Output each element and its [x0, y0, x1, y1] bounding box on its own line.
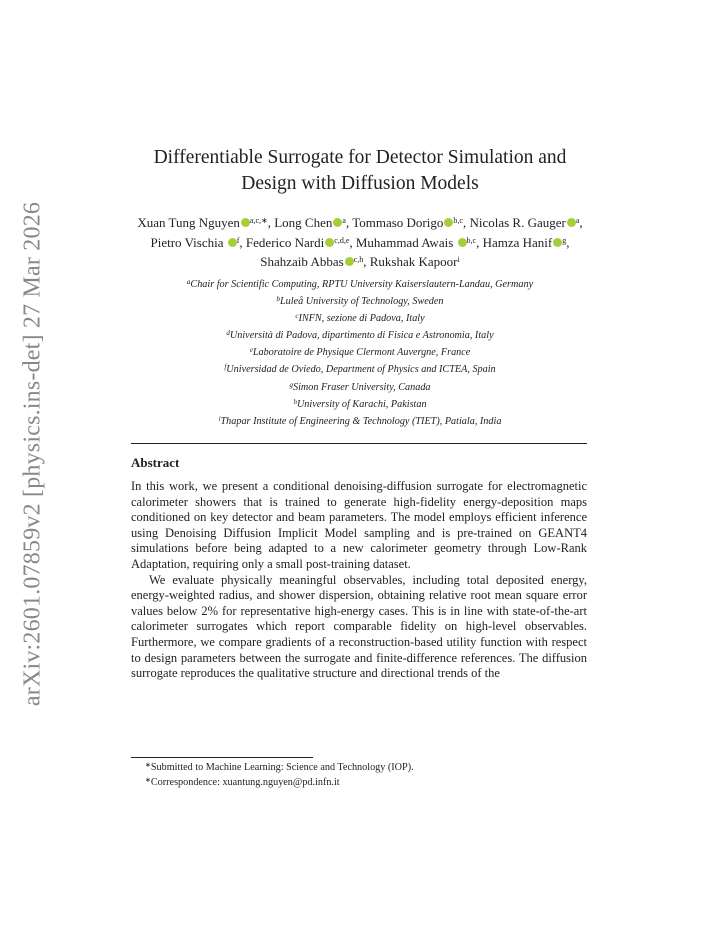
footnote-divider — [131, 757, 313, 758]
author-name: Shahzaib Abbas — [260, 254, 344, 269]
abstract-body — [131, 479, 587, 682]
affiliation-key: i — [218, 414, 221, 423]
footnote — [145, 776, 340, 788]
author-affil-mark: g — [562, 235, 567, 245]
affiliation-text: Universidad de Oviedo, Department of Physics and ICTEA, Spain — [226, 364, 496, 376]
author-affil-mark: a — [342, 216, 346, 225]
abstract-divider — [131, 443, 587, 444]
author-affil-mark: b,c — [466, 235, 477, 245]
orcid-icon[interactable] — [325, 238, 334, 247]
orcid-icon[interactable] — [458, 238, 467, 247]
abstract-heading: Abstract — [131, 455, 180, 470]
footnote-mark: ∗ — [145, 776, 151, 784]
title-line-2: Design with Diffusion Models — [241, 173, 479, 194]
arxiv-identifier: arXiv:2601.07859v2 [physics.ins-det] 27 Mar 2026 — [19, 201, 46, 707]
author-name: Nicolas R. Gauger — [469, 215, 566, 230]
affiliation-item — [120, 326, 600, 343]
affiliation-text: INFN, sezione di Padova, Italy — [298, 313, 425, 325]
orcid-icon[interactable] — [345, 257, 354, 266]
orcid-icon[interactable] — [553, 238, 562, 247]
paper-title — [120, 145, 600, 197]
abstract-paragraph: We evaluate physically meaningful observables, including total deposited energy, energy-weighted radius, and shower dispersion, obtaining relative root mean square error values below 2% for representative high-energy cases. This is in line with state-of-the-art calorimeter surrogates which report comparable fidelity on high-level observables. Furthermore, we compare gradients of a reconstruction-based utility function with respect to design parameters between the surrogate and finite-difference references. The diffusion surrogate reproduces the qualitative structure and directional trends of the — [131, 572, 587, 681]
author-name: Federico Nardi — [245, 234, 325, 250]
abstract-paragraph: In this work, we present a conditional denoising-diffusion surrogate for electromagnetic calorimeter showers that is trained to generate high-fidelity energy-deposition maps conditioned on key detector and beam parameters. The model employs efficient inference using Denoising Diffusion Implicit Model sampling and is pre-trained on GEANT4 simulations before being adapted to a new calorimeter geometry through Low-Rank Adaptation, requiring only a small post-training dataset. — [131, 479, 587, 571]
affiliation-item — [120, 378, 600, 395]
author-affil-mark: c,h — [353, 255, 364, 264]
orcid-icon[interactable] — [241, 218, 250, 227]
author-name: Rukshak Kapoor — [369, 254, 458, 269]
affiliation-item — [120, 309, 600, 326]
affiliation-key: b — [276, 295, 281, 304]
affiliation-item — [120, 275, 600, 292]
author-name: Hamza Hanif — [482, 234, 553, 250]
affiliation-key: d — [226, 329, 230, 338]
footnote — [145, 761, 414, 773]
author-name: Muhammad Awais — [355, 234, 454, 250]
affiliation-text: University of Karachi, Pakistan — [296, 398, 427, 410]
affiliation-list — [120, 275, 600, 429]
affiliation-key: a — [186, 278, 191, 286]
affiliation-item — [120, 292, 600, 309]
title-line-1: Differentiable Surrogate for Detector Simulation and — [153, 147, 567, 168]
affiliation-key: h — [293, 397, 297, 406]
affiliation-item — [120, 412, 600, 429]
affiliation-text: Chair for Scientific Computing, RPTU University Kaiserslautern-Landau, Germany — [190, 279, 534, 290]
affiliation-text: Laboratoire de Physique Clermont Auvergne, France — [252, 347, 471, 359]
footnote-text: Submitted to Machine Learning: Science and Technology (IOP). — [150, 762, 414, 773]
affiliation-text: Simon Fraser University, Canada — [292, 381, 431, 393]
affiliation-key: c — [295, 312, 299, 321]
affiliation-key: f — [224, 363, 227, 372]
author-affil-mark: i — [457, 255, 460, 264]
affiliation-key: e — [249, 346, 253, 355]
arxiv-sidebar-stamp — [16, 201, 50, 707]
author-affil-mark: a — [575, 216, 580, 225]
affiliation-key: g — [289, 380, 293, 389]
author-name: Tommaso Dorigo — [352, 215, 444, 230]
author-name: Xuan Tung Nguyen — [137, 215, 240, 230]
author-name: Pietro Vischia — [150, 234, 224, 250]
author-affil-mark: f — [236, 235, 240, 245]
author-name: Long Chen — [274, 215, 333, 230]
footnote-mark: ∗ — [145, 761, 151, 769]
affiliation-item — [120, 343, 600, 360]
affiliation-item — [120, 360, 600, 377]
affiliation-text: Università di Padova, dipartimento di Fisica e Astronomia, Italy — [229, 330, 494, 342]
author-list: Xuan Tung Nguyen $^{a,c,∗}$, Long Chen $^a$, Tommaso Dorigo $^{b,c}$, Nicolas R. Gauger $^a$, Pietro Vischia $^f$, Federico Nardi $^{c,d,e}$, Muhammad Awais $^{b,c}$, Hamza Hanif $^g$, Shahzaib Abbas $^{c,h}$, Rukshak Kapoor$^i$ — [137, 215, 583, 269]
footnote-text: Correspondence: xuantung.nguyen@pd.infn.it — [150, 777, 340, 788]
orcid-icon[interactable] — [228, 238, 237, 247]
author-affil-mark: b,c — [453, 216, 463, 225]
orcid-icon[interactable] — [567, 218, 576, 227]
affiliation-item — [120, 395, 600, 412]
author-affil-mark: a,c,∗ — [249, 216, 268, 225]
affiliation-text: Luleå University of Technology, Sweden — [280, 296, 444, 308]
author-affil-mark: c,d,e — [334, 235, 350, 245]
affiliation-text: Thapar Institute of Engineering & Technology (TIET), Patiala, India — [220, 415, 502, 427]
